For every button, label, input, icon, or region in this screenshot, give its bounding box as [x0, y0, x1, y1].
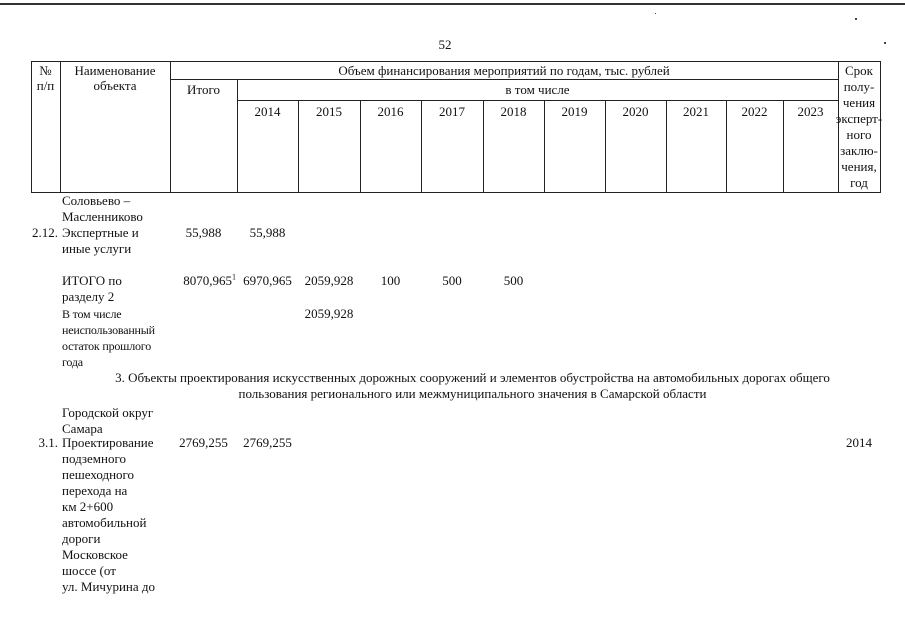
name-col-header: Наименование: [74, 63, 156, 78]
year-value: 2059,928: [304, 306, 354, 321]
object-name-line: автомобильной: [62, 515, 147, 530]
year-value: 500: [442, 273, 462, 288]
object-name-line: шоссе (от: [62, 563, 116, 578]
scan-speck: [655, 13, 656, 14]
year-value: 6970,965: [243, 273, 292, 288]
total-label: ИТОГО по: [62, 273, 122, 288]
object-name-line: Соловьево –: [62, 193, 131, 208]
year-header: 2014: [254, 104, 281, 119]
itogo-header: Итого: [187, 82, 220, 97]
year-value: 2769,255: [243, 435, 292, 450]
total-itogo-value: [166, 273, 236, 289]
funding-title: Объем финансирования мероприятий по годам, тыс. рублей: [338, 63, 670, 78]
including-header: в том числе: [505, 82, 570, 97]
num-col-header: №: [39, 63, 52, 78]
year-header: 2015: [316, 104, 342, 119]
deadline-header: чения,: [841, 159, 877, 174]
year-header: 2020: [622, 104, 649, 119]
unused-label: года: [62, 355, 83, 369]
district-name: Городской округ: [62, 405, 154, 420]
funding-title-border: [170, 79, 838, 80]
col-border: [170, 61, 171, 193]
header-top-border: [31, 61, 880, 62]
object-name-line: перехода на: [62, 483, 128, 498]
deadline-value: 2014: [846, 435, 872, 450]
object-name-line: Московское: [62, 547, 128, 562]
year-value: 2059,928: [304, 273, 354, 288]
year-header: 2021: [683, 104, 709, 119]
deadline-header: Срок: [845, 63, 873, 78]
including-border: [237, 100, 838, 101]
year-header: 2019: [561, 104, 588, 119]
object-name-line: Масленниково: [62, 209, 143, 224]
year-value: 500: [503, 273, 524, 288]
deadline-header: чения: [842, 95, 876, 110]
col-border: [880, 61, 881, 193]
deadline-header: полу-: [843, 79, 875, 94]
name-col-header: объекта: [93, 78, 137, 93]
object-name-line: пешеходного: [62, 467, 135, 482]
year-value: 100: [380, 273, 401, 288]
num-col-header: п/п: [36, 78, 55, 93]
scan-speck: [855, 18, 857, 20]
total-itogo-number: 8070,965: [183, 273, 232, 288]
year-header: 2022: [741, 104, 768, 119]
deadline-header: эксперт-: [835, 111, 883, 126]
total-label: разделу 2: [62, 289, 115, 304]
unused-label: неиспользованный: [62, 323, 155, 337]
year-header: 2023: [797, 104, 824, 119]
object-name-line: км 2+600: [62, 499, 114, 514]
row-number: 2.12.: [32, 225, 58, 240]
year-value: 55,988: [249, 225, 286, 240]
year-header: 2016: [377, 104, 404, 119]
itogo-value: 55,988: [185, 225, 222, 240]
deadline-header: ного: [846, 127, 872, 142]
page-number: 52: [438, 37, 452, 52]
object-name-line: дороги: [62, 531, 101, 546]
scan-speck: [884, 42, 886, 44]
scan-top-line: [0, 3, 905, 5]
itogo-value: 2769,255: [179, 435, 228, 450]
header-bottom-border: [31, 192, 880, 193]
section-heading: 3. Объекты проектирования искусственных дорожных сооружений и элементов обустройства на автомобильных дорогах общего: [115, 370, 830, 385]
object-name-line: подземного: [62, 451, 126, 466]
object-name-line: иные услуги: [62, 241, 132, 256]
year-header: 2017: [439, 104, 465, 119]
object-name-line: Проектирование: [62, 435, 154, 450]
section-heading: пользования регионального или межмуниципального значения в Самарской области: [238, 386, 707, 401]
unused-label: остаток прошлого: [62, 339, 152, 353]
object-name-line: ул. Мичурина до: [62, 579, 156, 594]
object-name-line: Экспертные и: [62, 225, 139, 240]
row-number: 3.1.: [38, 435, 58, 450]
year-header: 2018: [500, 104, 527, 119]
deadline-header: заклю-: [840, 143, 878, 158]
deadline-header: год: [850, 175, 868, 190]
district-name: Самара: [62, 421, 103, 436]
footnote-mark: 1: [232, 272, 236, 282]
unused-label: В том числе: [62, 307, 122, 321]
